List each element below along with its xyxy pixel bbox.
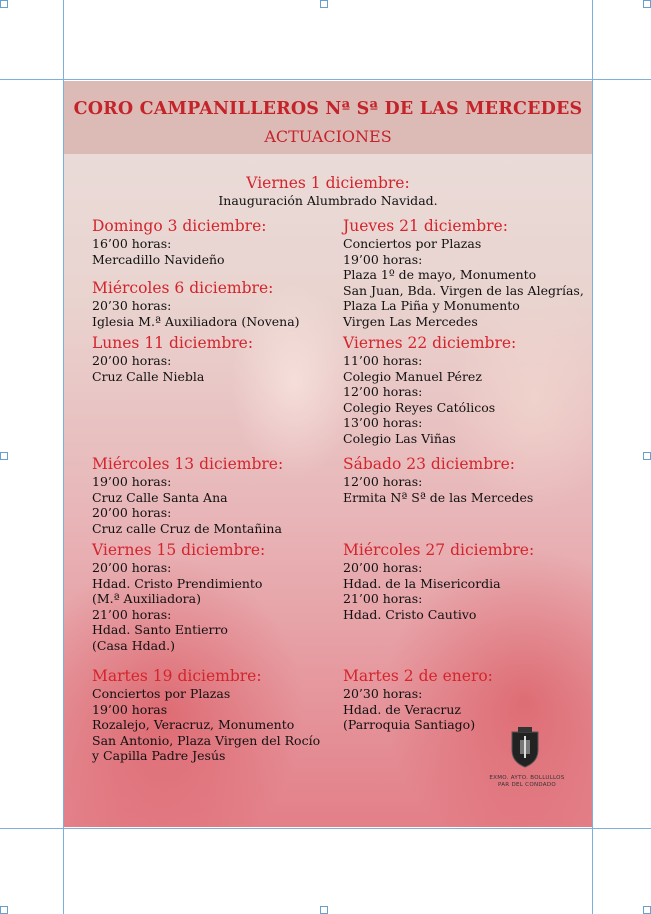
event-line: Hdad. de Veracruz	[343, 701, 461, 717]
event-line: Plaza La Piña y Monumento	[343, 298, 520, 314]
poster-title: CORO CAMPANILLEROS Nª Sª DE LAS MERCEDES	[73, 99, 583, 119]
resize-handle-left[interactable]	[0, 452, 8, 460]
event-line: 20’30 horas:	[343, 686, 423, 701]
opening-event	[64, 174, 592, 209]
event-line: Conciertos por Plazas	[343, 236, 482, 251]
resize-handle-bottom[interactable]	[320, 906, 328, 914]
event-line: (Parroquia Santiago)	[343, 717, 476, 733]
poster	[64, 81, 592, 827]
poster-subtitle: ACTUACIONES	[264, 127, 392, 146]
event-day: Martes 19 diciembre:	[92, 667, 262, 685]
event-line: 21’00 horas:	[92, 606, 172, 622]
event-line: 16’00 horas:	[92, 236, 172, 251]
event-line: 20’00 horas:	[92, 560, 172, 575]
event-line: 20’00 horas:	[343, 560, 423, 575]
event-line: Colegio Las Viñas	[343, 430, 456, 446]
event-line: Colegio Reyes Católicos	[343, 399, 496, 415]
event-line: 20’00 horas:	[92, 505, 172, 521]
municipal-logo-text	[482, 775, 572, 789]
event-right-3	[343, 455, 533, 505]
event-line: Colegio Manuel Pérez	[343, 368, 482, 384]
resize-handle-bottom-left[interactable]	[0, 906, 8, 914]
event-day: Sábado 23 diciembre:	[343, 455, 515, 473]
coat-of-arms-icon	[508, 726, 542, 768]
event-line: Cruz Calle Santa Ana	[92, 489, 228, 505]
event-line: Iglesia M.ª Auxiliadora (Novena)	[92, 313, 300, 329]
event-line: (M.ª Auxiliadora)	[92, 591, 201, 607]
event-line: (Casa Hdad.)	[92, 637, 175, 653]
event-right-2	[343, 334, 516, 447]
event-line: Cruz calle Cruz de Montañina	[92, 520, 282, 536]
resize-handle-top[interactable]	[320, 0, 328, 8]
event-line: Inauguración Alumbrado Navidad.	[218, 193, 438, 208]
event-line: 12’00 horas:	[343, 474, 423, 489]
event-day: Miércoles 27 diciembre:	[343, 541, 535, 559]
event-day: Lunes 11 diciembre:	[92, 334, 254, 352]
event-right-5	[343, 667, 493, 733]
crop-guide-right	[592, 0, 593, 914]
event-left-2	[92, 279, 300, 329]
event-line: Virgen Las Mercedes	[343, 313, 478, 329]
event-line: Mercadillo Navideño	[92, 251, 225, 267]
event-day: Miércoles 6 diciembre:	[92, 279, 274, 297]
resize-handle-right[interactable]	[643, 452, 651, 460]
event-line: 13’00 horas:	[343, 415, 423, 431]
event-day: Viernes 15 diciembre:	[92, 541, 266, 559]
crop-guide-top	[0, 79, 651, 80]
event-line: Cruz Calle Niebla	[92, 368, 205, 384]
event-line: Hdad. Santo Entierro	[92, 622, 228, 638]
event-day: Viernes 1 diciembre:	[246, 174, 410, 192]
poster-header	[64, 81, 592, 154]
event-line: 19’00 horas:	[343, 251, 423, 267]
event-right-4	[343, 541, 534, 622]
event-day: Viernes 22 diciembre:	[343, 334, 517, 352]
event-line: 12’00 horas:	[343, 384, 423, 400]
event-line: Rozalejo, Veracruz, Monumento	[92, 717, 295, 733]
event-left-3	[92, 334, 253, 384]
logo-line: EXMO. AYTO. BOLLULLOS	[489, 775, 565, 781]
event-line: San Juan, Bda. Virgen de las Alegrías,	[343, 282, 584, 298]
event-day: Domingo 3 diciembre:	[92, 217, 267, 235]
event-line: Hdad. Cristo Prendimiento	[92, 575, 263, 591]
event-day: Miércoles 13 diciembre:	[92, 455, 284, 473]
event-line: y Capilla Padre Jesús	[92, 748, 226, 764]
event-left-5	[92, 541, 265, 654]
event-day: Martes 2 de enero:	[343, 667, 493, 685]
event-line: Hdad. Cristo Cautivo	[343, 606, 477, 622]
event-left-6	[92, 667, 320, 764]
event-left-4	[92, 455, 283, 536]
event-line: Plaza 1º de mayo, Monumento	[343, 267, 537, 283]
crop-guide-bottom	[0, 828, 651, 829]
event-line: Conciertos por Plazas	[92, 686, 231, 701]
event-line: 20’00 horas:	[92, 353, 172, 368]
resize-handle-top-right[interactable]	[643, 0, 651, 8]
event-line: 11’00 horas:	[343, 353, 423, 368]
event-line: 20’30 horas:	[92, 298, 172, 313]
event-line: Hdad. de la Misericordia	[343, 575, 501, 591]
resize-handle-bottom-right[interactable]	[643, 906, 651, 914]
event-line: 21’00 horas:	[343, 591, 423, 607]
event-right-1	[343, 217, 584, 330]
event-line: Ermita Nª Sª de las Mercedes	[343, 489, 534, 505]
logo-line: PAR DEL CONDADO	[497, 782, 557, 788]
event-line: San Antonio, Plaza Virgen del Rocío	[92, 732, 321, 748]
event-line: 19’00 horas:	[92, 474, 172, 489]
resize-handle-top-left[interactable]	[0, 0, 8, 8]
event-left-1	[92, 217, 266, 267]
event-line: 19’00 horas	[92, 701, 168, 717]
event-day: Jueves 21 diciembre:	[343, 217, 508, 235]
